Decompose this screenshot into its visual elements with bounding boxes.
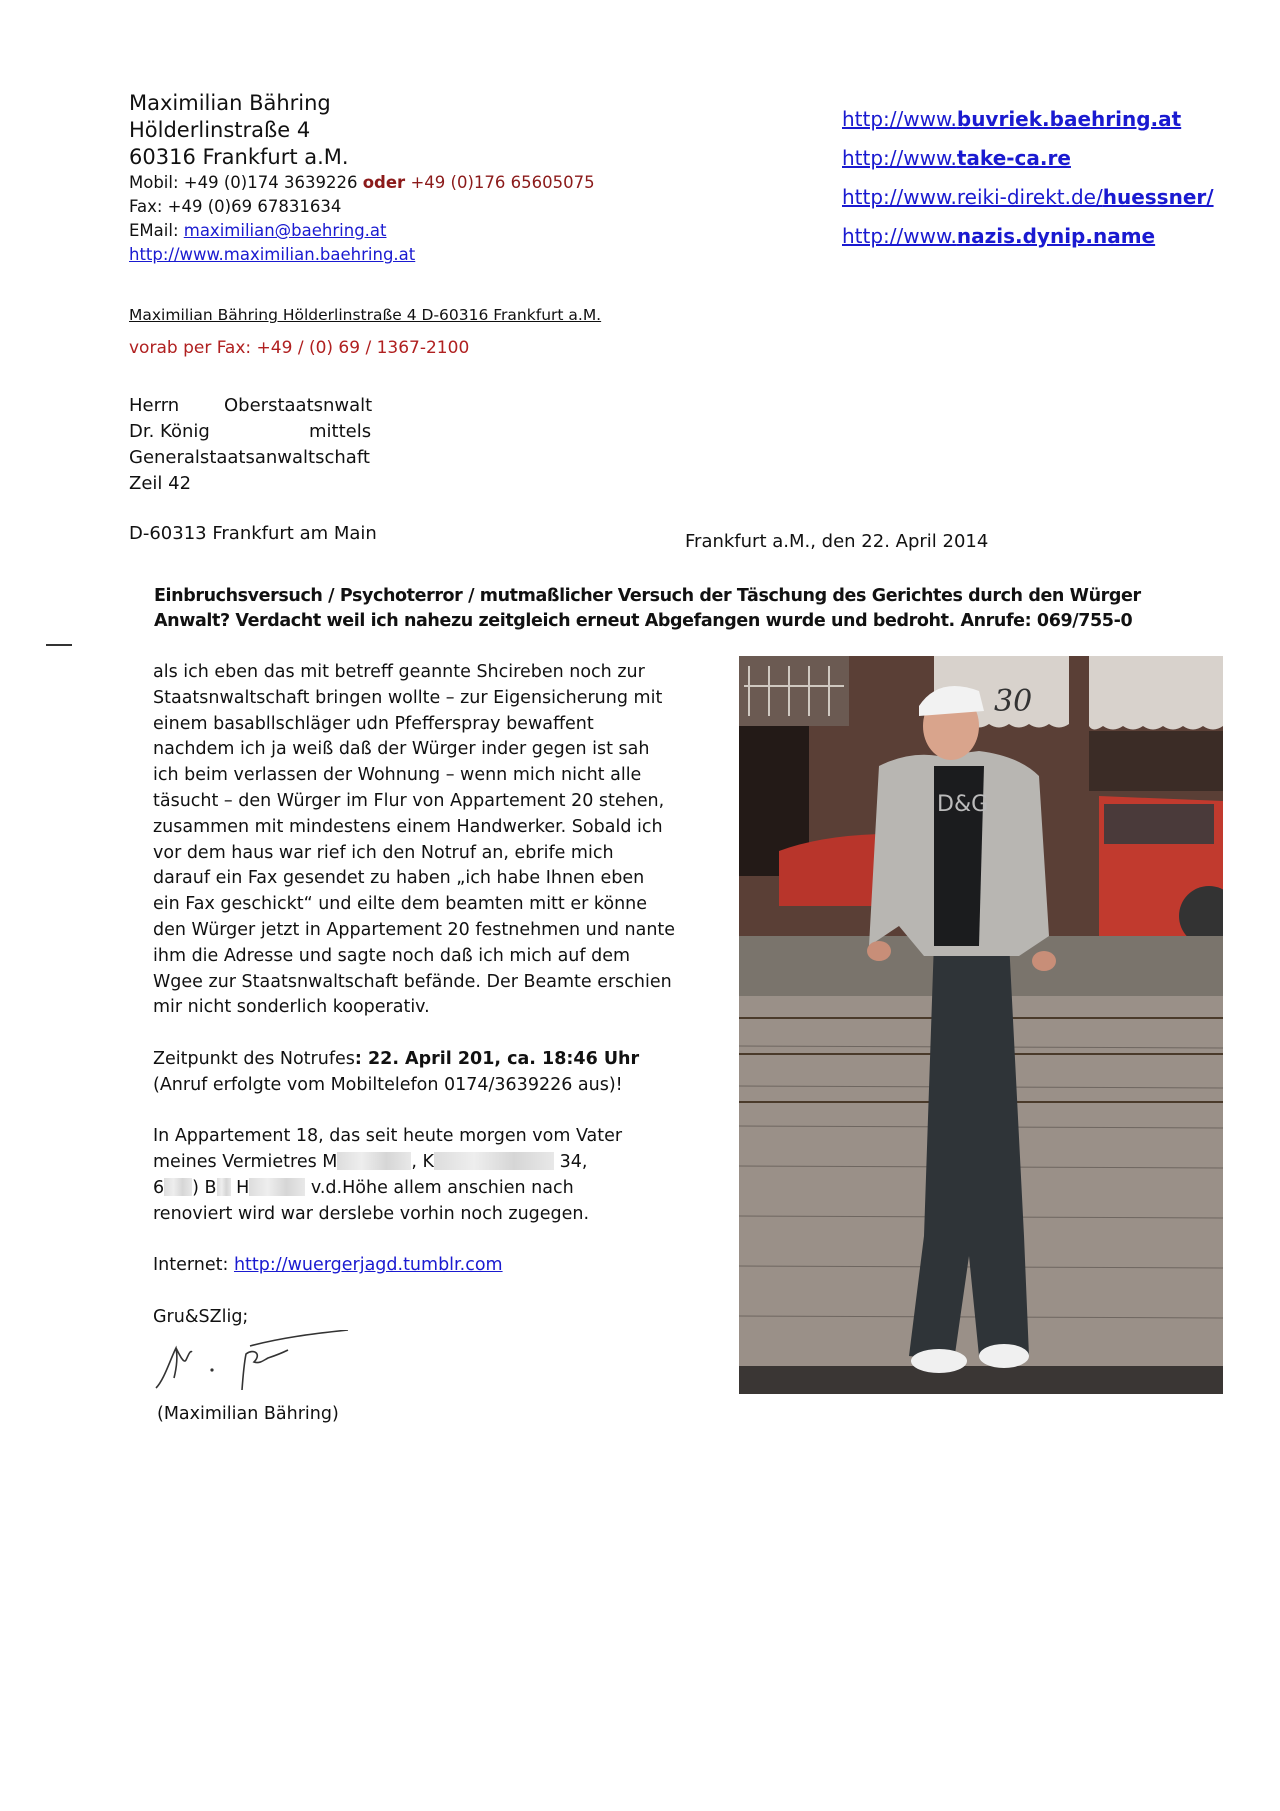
redacted-block — [337, 1152, 411, 1170]
subject — [154, 584, 1141, 634]
mobile-label: Mobil: — [129, 173, 179, 192]
external-link[interactable]: http://www.reiki-direkt.de/huessner/ — [842, 185, 1214, 209]
recipient-title: Oberstaatsnwalt — [224, 395, 373, 416]
handwritten-signature — [150, 1330, 350, 1400]
fax-number: +49 (0)69 67831634 — [167, 197, 342, 216]
redacted-block — [217, 1178, 231, 1196]
redacted-block — [434, 1152, 554, 1170]
subject-line: Einbruchsversuch / Psychoterror / mutmaßlicher Versuch der Täschung des Gerichtes durch den Würger — [154, 586, 1141, 606]
time-value: : 22. April 201, ca. 18:46 Uhr — [354, 1048, 640, 1069]
external-links — [842, 100, 1214, 256]
mobile-number-2: +49 (0)176 65605075 — [410, 173, 595, 192]
sender-city: 60316 Frankfurt a.M. — [129, 145, 349, 169]
or-label: oder — [362, 173, 406, 192]
body-paragraph-1: als ich eben das mit betreff geannte Shcireben noch zur Staatsnwaltschaft bringen wollte – zur Eigensicherung mit einem basabllschläger udn Pfefferspray bewaffent nachdem ich ja weiß daß der Würger inder gegen ist sah ich beim verlassen der Wohnung – wenn mich nicht alle täsucht – den Würger im Flur von Appartement 20 stehen, zusammen mit mindestens einem Handwerker. Sobald ich vor dem haus war rief ich den Notruf an, ebrife mich darauf ein Fax gesendet zu haben „ich habe Ihnen eben ein Fax geschickt“ und eilte dem beamten mitt er könne den Würger jetzt in Appartement 20 festnehmen und nante ihm die Adresse und sagte noch daß ich mich auf dem Wgee zur Staatsnwaltschaft befände. Der Beamte erschien mir nicht sonderlich kooperativ. — [153, 662, 676, 1018]
recipient-block — [129, 393, 372, 497]
internet-link[interactable]: http://wuergerjagd.tumblr.com — [233, 1255, 503, 1276]
time-label: Zeitpunkt des Notrufes — [153, 1048, 355, 1069]
fax-notice: vorab per Fax: +49 / (0) 69 / 1367-2100 — [129, 338, 470, 358]
sender-block — [129, 90, 595, 267]
mobile-number-1: +49 (0)174 3639226 — [183, 173, 358, 192]
sender-website-row — [129, 243, 595, 267]
body-paragraph-time — [153, 1047, 675, 1099]
email-label: EMail: — [129, 221, 179, 240]
external-link[interactable]: http://www.buvriek.baehring.at — [842, 107, 1182, 131]
fold-mark — [46, 644, 72, 646]
time-note: (Anruf erfolgte vom Mobiltelefon 0174/3639226 aus)! — [153, 1074, 623, 1095]
sender-street: Hölderlinstraße 4 — [129, 118, 311, 142]
redacted-block — [249, 1178, 305, 1196]
body-paragraph-3: In Appartement 18, das seit heute morgen vom Vater meines Vermietres M , K 34, 6 ) B H v.d.Höhe allem anschien nach renoviert wird war derslebe vorhin noch zugegen. — [153, 1126, 623, 1224]
redacted-block — [164, 1178, 192, 1196]
email-link[interactable]: maximilian@baehring.at — [183, 221, 387, 240]
external-link[interactable]: http://www.nazis.dynip.name — [842, 224, 1156, 248]
recipient-org: Generalstaatsanwaltschaft — [129, 447, 370, 468]
internet-label: Internet: — [153, 1255, 229, 1276]
recipient-street: Zeil 42 — [129, 473, 192, 494]
recipient-city: D-60313 Frankfurt am Main — [129, 523, 377, 544]
recipient-salutation: Herrn — [129, 395, 180, 416]
greeting: Gru&SZlig; — [153, 1306, 249, 1327]
letter-body — [153, 660, 675, 1357]
svg-text:D&G: D&G — [937, 792, 989, 817]
sender-fax — [129, 195, 595, 219]
external-link[interactable]: http://www.take-ca.re — [842, 146, 1071, 170]
subject-line: Anwalt? Verdacht weil ich nahezu zeitgleich erneut Abgefangen wurde und bedroht. Anrufe: 069/755-0 — [154, 611, 1133, 631]
street-photo — [739, 656, 1223, 1394]
internet-line — [153, 1253, 675, 1279]
sender-email — [129, 219, 595, 243]
recipient-name: Dr. König — [129, 421, 210, 442]
website-link[interactable]: http://www.maximilian.baehring.at — [129, 245, 416, 264]
sender-mobile — [129, 171, 595, 195]
sender-name: Maximilian Bähring — [129, 91, 331, 115]
fax-label: Fax: — [129, 197, 163, 216]
recipient-line — [129, 393, 372, 419]
letter-date: Frankfurt a.M., den 22. April 2014 — [685, 531, 989, 552]
signature-name: (Maximilian Bähring) — [157, 1404, 339, 1424]
recipient-line — [129, 419, 372, 445]
return-address: Maximilian Bähring Hölderlinstraße 4 D-60316 Frankfurt a.M. — [129, 306, 602, 324]
recipient-via: mittels — [309, 421, 372, 442]
awning-text: 30 — [994, 684, 1033, 719]
